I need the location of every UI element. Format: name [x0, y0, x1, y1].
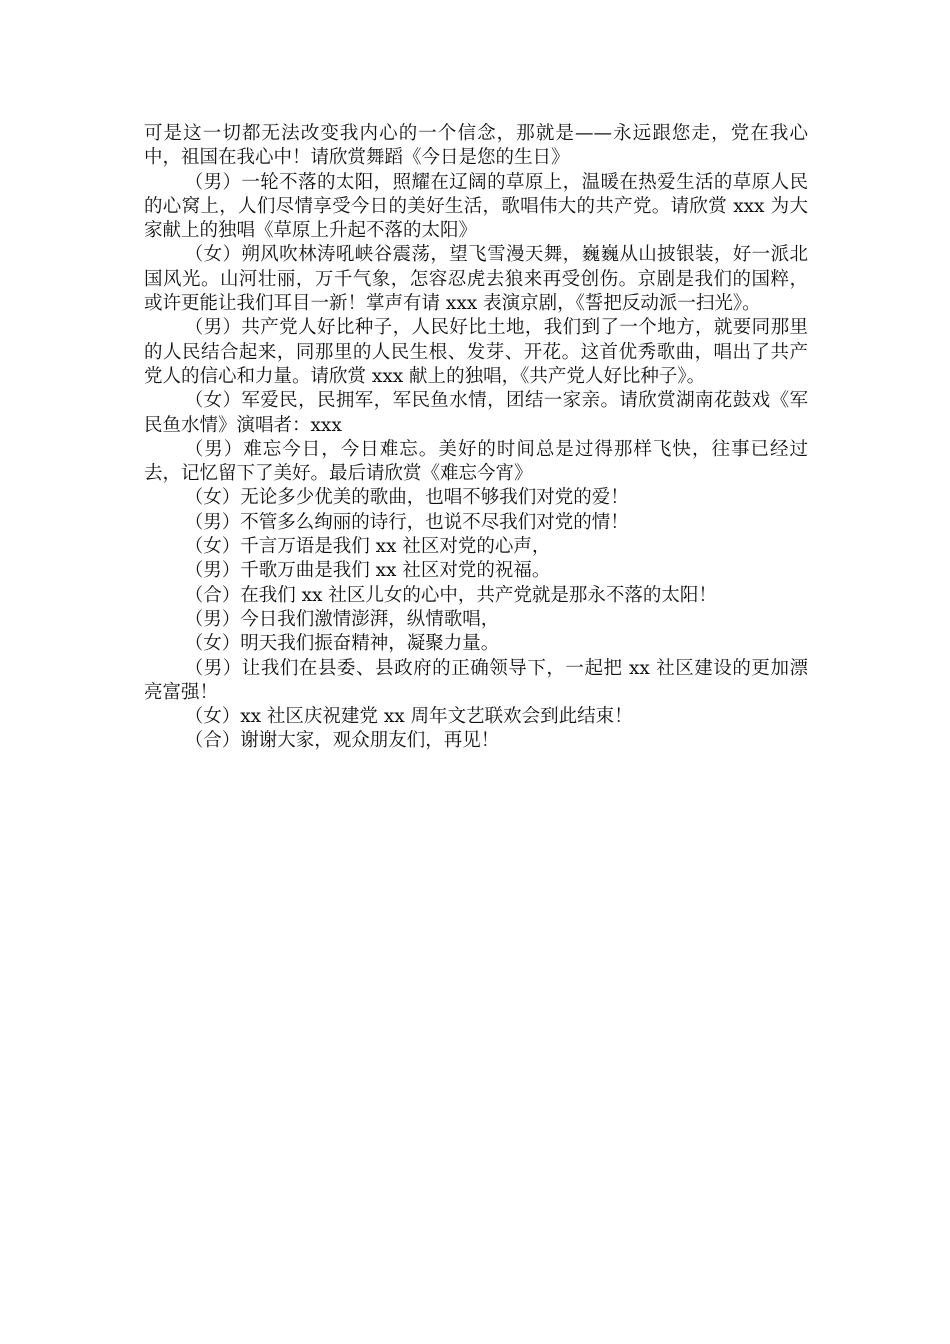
- document-page: [144, 122, 808, 754]
- paragraph-female-words: （女）千言万语是我们 xx 社区对党的心声，: [184, 536, 551, 558]
- paragraph-male-today: （男）今日我们激情澎湃，纵情歌唱，: [184, 608, 500, 630]
- paragraph-together-goodbye: （合）谢谢大家，观众朋友们，再见！: [184, 730, 500, 752]
- paragraph-male-poems: （男）不管多么绚丽的诗行，也说不尽我们对党的情！: [184, 511, 629, 533]
- paragraph-male-blessing: （男）千歌万曲是我们 xx 社区对党的祝福。: [184, 560, 551, 582]
- paragraph-female-tomorrow: （女）明天我们振奋精神，凝聚力量。: [184, 633, 500, 655]
- paragraph-female-huagu-opera: （女）军爱民，民拥军，军民鱼水情，团结一家亲。请欣赏湖南花鼓戏《军民鱼水情》演唱者：xxx: [144, 390, 808, 436]
- paragraph-male-leadership: （男）让我们在县委、县政府的正确领导下，一起把 xx 社区建设的更加漂亮富强！: [144, 657, 808, 703]
- paragraph-female-peking-opera: （女）朔风吹林涛吼峡谷震荡，望飞雪漫天舞，巍巍从山披银装，好一派北国风光。山河壮丽，万千气象，怎容忍虎去狼来再受创伤。京剧是我们的国粹，或许更能让我们耳目一新！掌声有请 xxx 表演京剧，《誓把反动派一扫光》。: [144, 244, 808, 315]
- paragraph-together-sun: （合）在我们 xx 社区儿女的心中，共产党就是那永不落的太阳！: [184, 584, 717, 606]
- paragraph-female-closing: （女）xx 社区庆祝建党 xx 周年文艺联欢会到此结束！: [184, 706, 633, 728]
- paragraph-continuation: 可是这一切都无法改变我内心的一个信念，那就是——永远跟您走，党在我心中，祖国在我心中！请欣赏舞蹈《今日是您的生日》: [144, 123, 808, 169]
- paragraph-female-songs: （女）无论多少优美的歌曲，也唱不够我们对党的爱！: [184, 487, 629, 509]
- paragraph-male-unforgettable-tonight: （男）难忘今日，今日难忘。美好的时间总是过得那样飞快，往事已经过去，记忆留下了美好。最后请欣赏《难忘今宵》: [144, 438, 808, 485]
- paragraph-male-seeds: （男）共产党人好比种子，人民好比土地，我们到了一个地方，就要同那里的人民结合起来，同那里的人民生根、发芽、开花。这首优秀歌曲，唱出了共产党人的信心和力量。请欣赏 xxx 献上的独唱，《共产党人好比种子》。: [144, 317, 808, 387]
- paragraph-male-grassland-sun: （男）一轮不落的太阳，照耀在辽阔的草原上，温暖在热爱生活的草原人民的心窝上，人们尽情享受今日的美好生活，歌唱伟大的共产党。请欣赏 xxx 为大家献上的独唱《草原上升起不落的太阳》: [144, 171, 808, 242]
